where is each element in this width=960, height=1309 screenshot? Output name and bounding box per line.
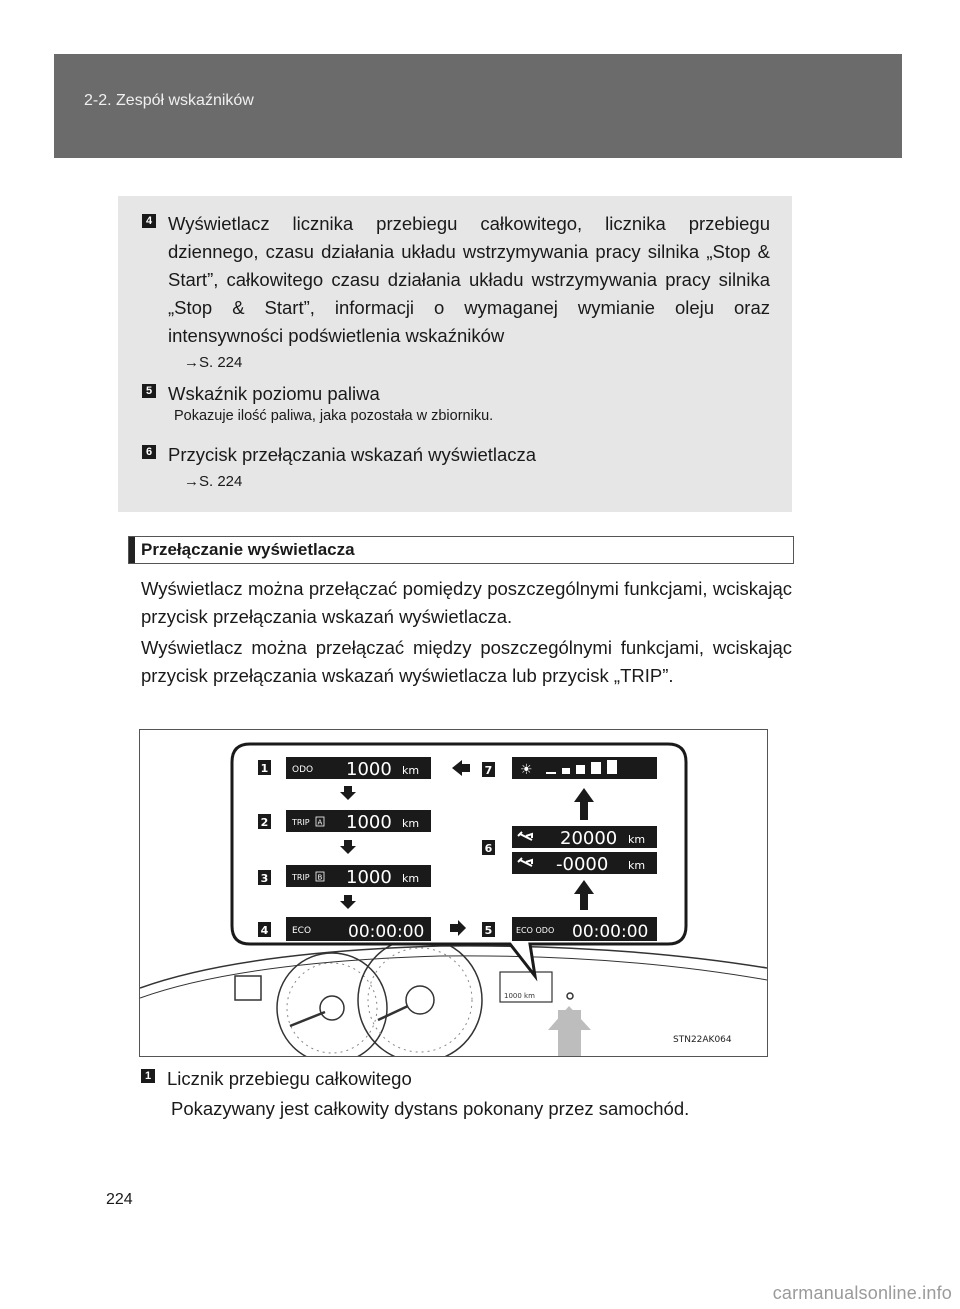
display-badge-5: 5 [484,924,493,937]
info-box [118,196,792,512]
paragraph: Wyświetlacz można przełączać pomiędzy poszczególnymi funkcjami, wciskając przycisk przełączania wskazań wyświetlacza. [141,578,792,627]
display-badge-6: 6 [484,842,493,855]
lcd-label: TRIP [292,873,310,882]
brightness-level-4 [591,762,601,774]
page-reference-link[interactable]: →S. 224 [184,473,243,490]
speedometer-gauge [358,938,482,1056]
lcd-unit: km [628,859,646,872]
lcd-unit: km [402,764,420,777]
tachometer-gauge [277,953,387,1056]
lcd-value: 00:00:00 [348,922,425,942]
number-badge: 4 [142,214,156,228]
info-item-6 [142,441,770,490]
lcd-unit: km [402,817,420,830]
legend-description: Pokazywany jest całkowity dystans pokonany przez samochód. [171,1098,690,1119]
brightness-level-1 [546,772,556,774]
brightness-level-2 [562,768,570,774]
lcd-sublabel: A [317,818,323,827]
cluster-readout: 1000 km [504,992,535,1000]
info-item-5 [142,380,770,424]
lcd-unit: km [402,872,420,885]
page-number: 224 [106,1191,133,1208]
lcd-label: TRIP [292,818,310,827]
heading-bar [129,537,135,563]
sun-icon: ☀ [520,762,533,778]
page-reference-link[interactable]: →S. 224 [184,354,243,371]
section-title: 2-2. Zespół wskaźników [84,92,254,109]
watermark: carmanualsonline.info [772,1283,952,1303]
section-heading-text: Przełączanie wyświetlacza [141,540,355,559]
info-item-text: Przycisk przełączania wskazań wyświetlacza [168,444,537,465]
number-badge: 5 [142,384,156,398]
lcd-value: 1000 [346,812,392,833]
legend-title: Licznik przebiegu całkowitego [167,1068,412,1089]
brightness-level-3 [576,765,585,774]
info-item-text: Wyświetlacz licznika przebiegu całkowitego, licznika przebiegu dziennego, czasu działania układu wstrzymywania pracy silnika „Stop & Start”, całkowitego czasu działania układu wstrzymywania pracy silnika „Stop & Start”, informacji o wymaganej wymianie oleju oraz intensywności podświetlenia wskaźników [168,213,770,346]
display-switching-figure [139,729,768,1057]
info-item-text: Wskaźnik poziomu paliwa [168,383,380,404]
lcd-value: 1000 [346,867,392,888]
pointer-arrow [548,1006,591,1056]
paragraph: Wyświetlacz można przełączać między poszczególnymi funkcjami, wciskając przycisk przełączania wskazań wyświetlacza lub przycisk „TRIP”. [141,637,792,686]
lcd-value: 20000 [560,828,618,849]
info-item-subtext: Pokazuje ilość paliwa, jaka pozostała w zbiorniku. [174,408,494,424]
info-item-4 [142,210,770,371]
display-badge-2: 2 [260,816,269,829]
display-switch-button [567,993,573,999]
instrument-cluster [140,938,767,1056]
display-badge-7: 7 [484,764,493,777]
figure-code: STN22AK064 [673,1035,732,1045]
lcd-unit: km [628,833,646,846]
lcd-sublabel: B [317,873,323,882]
lcd-value: -0000 [556,854,609,875]
figure-illustration [140,730,767,1056]
legend-item-1 [141,1066,801,1122]
section-heading [128,536,794,564]
number-badge: 6 [142,445,156,459]
small-display [235,976,261,1000]
display-badge-3: 3 [260,872,269,885]
lcd-label: ECO [292,926,312,936]
lcd-value: 00:00:00 [572,922,649,942]
brightness-level-5 [607,760,617,774]
number-badge: 1 [141,1069,155,1083]
lcd-value: 1000 [346,759,392,780]
lcd-label: ECO ODO [516,926,555,935]
display-badge-1: 1 [260,762,269,775]
header-bar [54,54,902,158]
display-badge-4: 4 [260,924,269,937]
lcd-label: ODO [292,765,314,775]
